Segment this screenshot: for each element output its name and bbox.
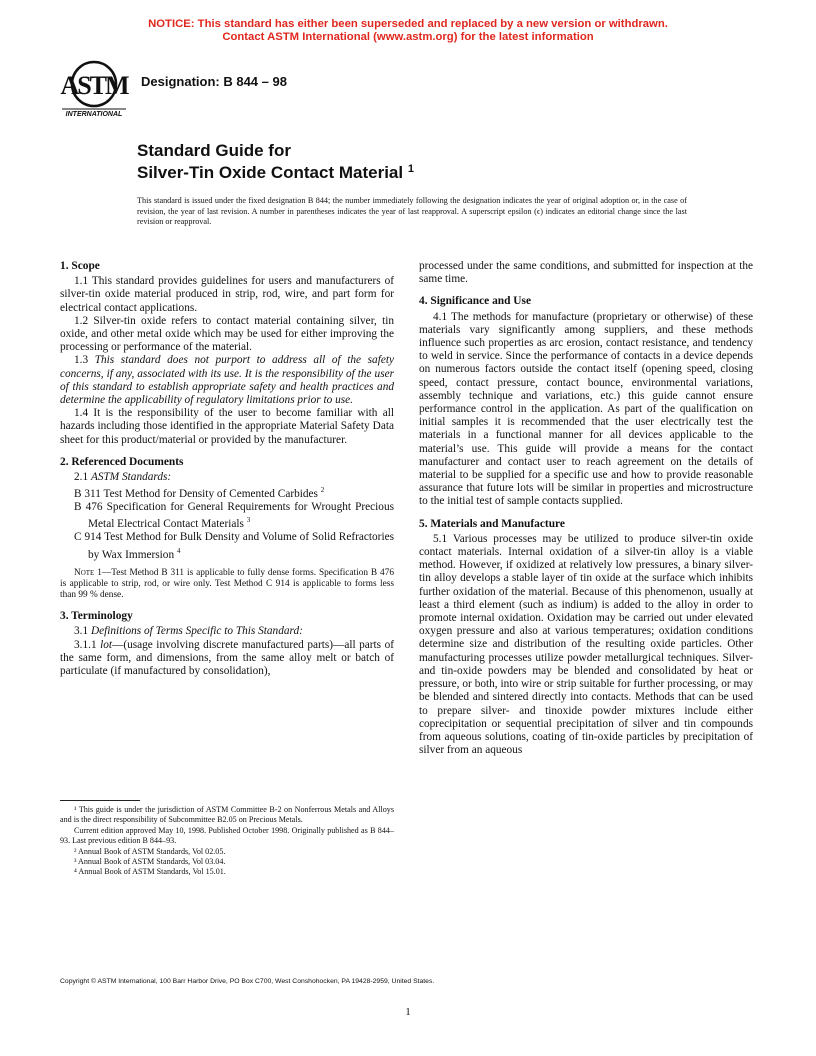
reference-item: C 914 Test Method for Bulk Density and Volume of Solid Refractories by Wax Immersion $^4$ xyxy=(74,531,394,561)
notice-line-1: NOTICE: This standard has either been superseded and replaced by a new version or withdrawn. xyxy=(148,18,668,30)
title-footnote-mark: 1 xyxy=(407,163,414,175)
title-line-1: Standard Guide for xyxy=(137,141,291,160)
right-column xyxy=(419,260,753,757)
page-number: 1 xyxy=(405,1006,411,1018)
note-1: Note 1—Test Method B 311 is applicable to fully dense forms. Specification B 476 is applicable to strip, rod, or wire only. Test Method C 914 is applicable to forms less than 99 % dense. xyxy=(60,567,394,600)
withdrawal-notice xyxy=(0,18,816,44)
title-line-2: Silver-Tin Oxide Contact Material $^1$ xyxy=(137,163,414,182)
footnote-2: ² Annual Book of ASTM Standards, Vol 02.05. xyxy=(74,846,226,856)
svg-text:ASTM: ASTM xyxy=(60,71,128,100)
astm-standards-label: 2.1 ASTM Standards: xyxy=(74,471,172,484)
footnote-3: ³ Annual Book of ASTM Standards, Vol 03.04. xyxy=(74,857,226,867)
notice-line-2: Contact ASTM International (www.astm.org) for the latest information xyxy=(222,31,594,43)
left-column xyxy=(60,260,394,678)
footnote-1-edition: Current edition approved May 10, 1998. Published October 1998. Originally published as B 844–93. Last previous edition B 844–93. xyxy=(60,825,394,846)
logo-text: INTERNATIONAL xyxy=(65,111,123,118)
astm-logo-icon xyxy=(58,58,130,118)
definition-continued: processed under the same conditions, and submitted for inspection at the same time. xyxy=(419,260,753,286)
reference-item: B 476 Specification for General Requirements for Wrought Precious Metal Electrical Contact Materials $^3$ xyxy=(74,501,394,531)
scope-paragraph: 1.1 This standard provides guidelines for users and manufacturers of silver-tin oxide material produced in strip, rod, wire, and part form for electrical contact applications. xyxy=(60,275,394,314)
issuance-statement: This standard is issued under the fixed designation B 844; the number immediately following the designation indicates the year of original adoption or, in the case of revision, the year of last revision. A number in parentheses indicates the year of last reapproval. A superscript epsilon (ϵ) indicates an editorial change since the last revision or reapproval. xyxy=(137,196,687,226)
materials-paragraph: 5.1 Various processes may be utilized to produce silver-tin oxide contact materials. Internal oxidation of a silver-tin alloy is a viable method. However, if oxidized at relatively low pressures, a binary silver-tin alloy develops a stable layer of tin oxide at the surface which inhibits further oxidation of the material. Because of this phenomenon, usually at least a third element (such as indium) is added to the alloy in order to promote internal oxidation. Oxidation may be carried out under elevated oxygen pressure and also at various temperatures; oxidation conditions determine size and distribution of the resulting oxide particles. Other manufacturing processes utilize powder metallurgical techniques. Silver- and tin-oxide powders may be blended and consolidated by heat or pressure, or both, into wire or strip suitable for further processing, or may be blended and sintered directly into contacts. Methods that can be used to prepare silver- and tinoxide powder mixtures include either coprecipitation or sequential precipitation of silver and tin compounds from aqueous solutions, coating of tin-oxide particles by precipitation of silver from an aqueous xyxy=(419,532,753,757)
materials-heading: 5. Materials and Manufacture xyxy=(419,517,565,530)
footnote-divider xyxy=(60,800,140,801)
designation: Designation: B 844 – 98 xyxy=(141,74,287,89)
scope-safety-paragraph: 1.3 This standard does not purport to address all of the safety concerns, if any, associated with its use. It is the responsibility of the user of this standard to establish appropriate safety and health practices and determine the applicability of regulatory limitations prior to use. xyxy=(60,354,395,407)
scope-paragraph: 1.4 It is the responsibility of the user to become familiar with all hazards including those identified in the appropriate Material Safety Data sheet for this product/material or provided by the manufacturer. xyxy=(60,407,394,446)
footnotes xyxy=(60,800,394,878)
definition-lot: 3.1.1 lot—(usage involving discrete manufactured parts)—all parts of the same form, and dimensions, from the same alloy melt or batch of particulate (if manufactured by consolidation), xyxy=(60,638,394,677)
significance-heading: 4. Significance and Use xyxy=(419,295,532,308)
footnote-1: ¹ This guide is under the jurisdiction of ASTM Committee B-2 on Nonferrous Metals and Alloys and is the direct responsibility of Subcommittee B2.05 on Precious Metals. xyxy=(60,805,394,825)
significance-paragraph: 4.1 The methods for manufacture (proprietary or otherwise) of these materials vary significantly among suppliers, and these methods influence such properties as arc erosion, contact resistance, and tendency to weld in service. Since the performance of contacts in a device depends on numerous factors outside the contact itself (opening speed, closing speed, contact pressure, contact bounce, environmental variations, assembly technique and variations, etc.) this guide cannot ensure performance control in the application. As part of the qualification on initial samples it is recommended that the user electrically test the materials in a functional manner for all devices applicable to the material’s use. This guide will provide a means for the contact manufacturer and contact user to reach agreement on the details of material to be supplied for a specific use and how to provide reasonable assurance that future lots will be similar in properties and microstructure to the initial test of sample contacts supplied. xyxy=(419,310,753,508)
definitions-label: 3.1 Definitions of Terms Specific to This Standard: xyxy=(74,625,303,638)
document-title xyxy=(137,141,414,182)
scope-paragraph: 1.2 Silver-tin oxide refers to contact material containing silver, tin oxide, and other metal oxide which may be used for either improving the processing or performance of the material. xyxy=(60,314,394,354)
terminology-heading: 3. Terminology xyxy=(60,610,133,623)
reference-item: B 311 Test Method for Density of Cemented Carbides $^2$ xyxy=(74,486,325,501)
referenced-heading: 2. Referenced Documents xyxy=(60,455,184,468)
scope-heading: 1. Scope xyxy=(60,260,100,272)
copyright-line: Copyright © ASTM International, 100 Barr Harbor Drive, PO Box C700, West Conshohocken, PA 19428-2959, United States. xyxy=(60,978,435,985)
footnote-4: ⁴ Annual Book of ASTM Standards, Vol 15.01. xyxy=(74,867,226,877)
